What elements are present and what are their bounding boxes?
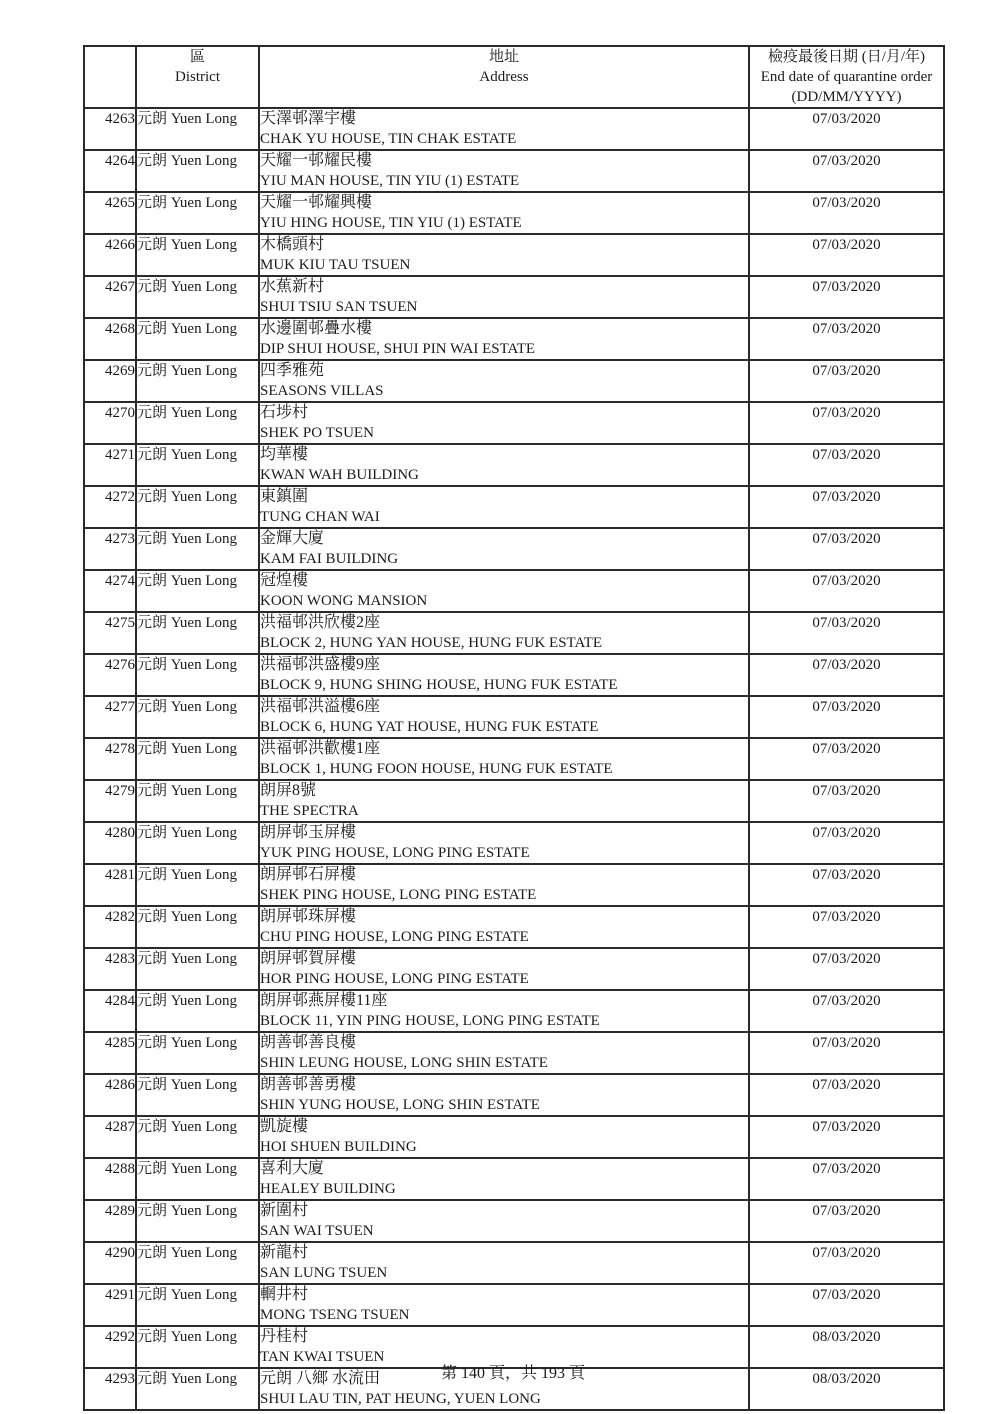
row-address [259, 1158, 749, 1200]
page-footer: 第 140 頁，共 193 頁 [440, 1365, 585, 1382]
row-district: 元朗 Yuen Long [136, 570, 259, 612]
row-date: 07/03/2020 [749, 570, 944, 612]
row-number: 4280 [84, 822, 136, 864]
table-row [84, 150, 944, 192]
row-number: 4271 [84, 444, 136, 486]
row-address [259, 780, 749, 822]
row-number: 4265 [84, 192, 136, 234]
row-date: 07/03/2020 [749, 402, 944, 444]
row-address [259, 654, 749, 696]
row-number: 4277 [84, 696, 136, 738]
row-number: 4276 [84, 654, 136, 696]
address-chinese: 水蕉新村 [260, 278, 325, 295]
header-address-en: Address [479, 69, 529, 85]
address-chinese: 洪福邨洪歡樓1座 [260, 740, 381, 757]
row-number: 4287 [84, 1116, 136, 1158]
row-district: 元朗 Yuen Long [136, 1074, 259, 1116]
table-row [84, 234, 944, 276]
address-english: MONG TSENG TSUEN [260, 1307, 410, 1323]
row-date: 07/03/2020 [749, 696, 944, 738]
row-date: 07/03/2020 [749, 948, 944, 990]
row-address [259, 1284, 749, 1326]
row-district: 元朗 Yuen Long [136, 990, 259, 1032]
row-district: 元朗 Yuen Long [136, 150, 259, 192]
address-chinese: 洪福邨洪盛樓9座 [260, 656, 381, 673]
table-row [84, 402, 944, 444]
row-address [259, 276, 749, 318]
row-address [259, 612, 749, 654]
row-district: 元朗 Yuen Long [136, 1242, 259, 1284]
row-number: 4288 [84, 1158, 136, 1200]
row-date: 07/03/2020 [749, 906, 944, 948]
address-chinese: 四季雅苑 [260, 362, 325, 379]
table-row [84, 360, 944, 402]
row-number: 4293 [84, 1368, 136, 1410]
header-row [84, 46, 944, 108]
row-number: 4275 [84, 612, 136, 654]
row-district: 元朗 Yuen Long [136, 738, 259, 780]
row-district: 元朗 Yuen Long [136, 528, 259, 570]
table-row [84, 906, 944, 948]
row-date: 07/03/2020 [749, 318, 944, 360]
address-chinese: 天耀一邨耀民樓 [260, 152, 373, 169]
address-chinese: 天耀一邨耀興樓 [260, 194, 373, 211]
table-row [84, 864, 944, 906]
address-chinese: 洪福邨洪欣樓2座 [260, 614, 381, 631]
row-district: 元朗 Yuen Long [136, 948, 259, 990]
row-date: 07/03/2020 [749, 234, 944, 276]
header-date-en: End date of quarantine order [760, 69, 933, 85]
header-district-zh: 區 [189, 49, 205, 65]
table-row [84, 696, 944, 738]
row-district: 元朗 Yuen Long [136, 612, 259, 654]
address-chinese: 均華樓 [260, 446, 309, 463]
table-row [84, 1158, 944, 1200]
address-chinese: 新圍村 [260, 1202, 309, 1219]
table-row [84, 276, 944, 318]
row-district: 元朗 Yuen Long [136, 654, 259, 696]
address-chinese: 朗屏邨石屏樓 [260, 866, 357, 883]
table-header [84, 46, 944, 108]
row-district: 元朗 Yuen Long [136, 780, 259, 822]
table-row [84, 738, 944, 780]
row-date: 07/03/2020 [749, 1116, 944, 1158]
row-number: 4273 [84, 528, 136, 570]
row-district: 元朗 Yuen Long [136, 1326, 259, 1368]
address-english: HOI SHUEN BUILDING [260, 1139, 417, 1155]
address-english: HEALEY BUILDING [260, 1181, 396, 1197]
row-number: 4279 [84, 780, 136, 822]
row-address [259, 528, 749, 570]
address-chinese: 輞井村 [260, 1286, 309, 1303]
row-number: 4263 [84, 108, 136, 150]
table-row [84, 1032, 944, 1074]
row-district: 元朗 Yuen Long [136, 444, 259, 486]
row-address [259, 1116, 749, 1158]
row-district: 元朗 Yuen Long [136, 360, 259, 402]
address-english: BLOCK 1, HUNG FOON HOUSE, HUNG FUK ESTATE [260, 761, 613, 777]
row-number: 4290 [84, 1242, 136, 1284]
address-chinese: 朗善邨善勇樓 [260, 1076, 357, 1093]
row-address [259, 822, 749, 864]
address-chinese: 朗屏8號 [260, 782, 317, 799]
row-address [259, 696, 749, 738]
table-row [84, 654, 944, 696]
row-date: 07/03/2020 [749, 444, 944, 486]
header-district [136, 46, 259, 108]
row-address [259, 444, 749, 486]
row-address [259, 1242, 749, 1284]
address-chinese: 石埗村 [260, 404, 309, 421]
row-date: 08/03/2020 [749, 1326, 944, 1368]
address-english: BLOCK 9, HUNG SHING HOUSE, HUNG FUK ESTATE [260, 677, 618, 693]
address-chinese: 朗屏邨賀屏樓 [260, 950, 357, 967]
row-address [259, 1074, 749, 1116]
address-chinese: 洪福邨洪溢樓6座 [260, 698, 381, 715]
address-chinese: 冠煌樓 [260, 572, 309, 589]
address-english: KOON WONG MANSION [260, 593, 428, 609]
address-english: SHEK PO TSUEN [260, 425, 374, 441]
row-district: 元朗 Yuen Long [136, 1032, 259, 1074]
address-english: THE SPECTRA [260, 803, 359, 819]
header-address [259, 46, 749, 108]
row-date: 07/03/2020 [749, 192, 944, 234]
row-address [259, 192, 749, 234]
row-address [259, 486, 749, 528]
row-address [259, 318, 749, 360]
table-row [84, 612, 944, 654]
row-date: 07/03/2020 [749, 1158, 944, 1200]
row-date: 08/03/2020 [749, 1368, 944, 1410]
address-english: SAN LUNG TSUEN [260, 1265, 388, 1281]
row-district: 元朗 Yuen Long [136, 192, 259, 234]
row-number: 4269 [84, 360, 136, 402]
address-chinese: 凱旋樓 [260, 1118, 309, 1135]
row-address [259, 570, 749, 612]
address-english: TAN KWAI TSUEN [260, 1349, 385, 1365]
row-address [259, 864, 749, 906]
header-number [84, 46, 136, 108]
row-number: 4289 [84, 1200, 136, 1242]
row-number: 4268 [84, 318, 136, 360]
row-number: 4284 [84, 990, 136, 1032]
row-number: 4278 [84, 738, 136, 780]
row-district: 元朗 Yuen Long [136, 234, 259, 276]
address-english: MUK KIU TAU TSUEN [260, 257, 411, 273]
address-chinese: 丹桂村 [260, 1328, 309, 1345]
row-address [259, 1200, 749, 1242]
row-number: 4291 [84, 1284, 136, 1326]
address-chinese: 新龍村 [260, 1244, 309, 1261]
table-row [84, 192, 944, 234]
table-row [84, 486, 944, 528]
row-address [259, 234, 749, 276]
row-district: 元朗 Yuen Long [136, 1200, 259, 1242]
address-chinese: 元朗 八鄉 水流田 [260, 1370, 381, 1387]
address-english: SAN WAI TSUEN [260, 1223, 374, 1239]
row-district: 元朗 Yuen Long [136, 696, 259, 738]
row-date: 07/03/2020 [749, 108, 944, 150]
row-number: 4283 [84, 948, 136, 990]
address-chinese: 朗屏邨燕屏樓11座 [260, 992, 388, 1009]
row-number: 4272 [84, 486, 136, 528]
row-district: 元朗 Yuen Long [136, 864, 259, 906]
row-date: 07/03/2020 [749, 1074, 944, 1116]
row-number: 4264 [84, 150, 136, 192]
row-date: 07/03/2020 [749, 780, 944, 822]
row-address [259, 1032, 749, 1074]
address-chinese: 朗善邨善良樓 [260, 1034, 357, 1051]
row-date: 07/03/2020 [749, 738, 944, 780]
address-english: BLOCK 6, HUNG YAT HOUSE, HUNG FUK ESTATE [260, 719, 599, 735]
table-row [84, 1074, 944, 1116]
row-date: 07/03/2020 [749, 486, 944, 528]
row-district: 元朗 Yuen Long [136, 1284, 259, 1326]
row-number: 4281 [84, 864, 136, 906]
address-english: CHU PING HOUSE, LONG PING ESTATE [260, 929, 529, 945]
address-english: TUNG CHAN WAI [260, 509, 380, 525]
row-date: 07/03/2020 [749, 528, 944, 570]
address-english: CHAK YU HOUSE, TIN CHAK ESTATE [260, 131, 517, 147]
row-date: 07/03/2020 [749, 1032, 944, 1074]
header-district-en: District [175, 69, 220, 85]
address-english: SHEK PING HOUSE, LONG PING ESTATE [260, 887, 537, 903]
row-district: 元朗 Yuen Long [136, 486, 259, 528]
address-chinese: 東鎮圍 [260, 488, 309, 505]
row-date: 07/03/2020 [749, 822, 944, 864]
row-date: 07/03/2020 [749, 654, 944, 696]
table-row [84, 990, 944, 1032]
row-number: 4285 [84, 1032, 136, 1074]
address-english: SHUI TSIU SAN TSUEN [260, 299, 418, 315]
quarantine-table [83, 45, 945, 1411]
row-district: 元朗 Yuen Long [136, 276, 259, 318]
table-row [84, 570, 944, 612]
row-address [259, 402, 749, 444]
header-date [749, 46, 944, 108]
row-date: 07/03/2020 [749, 150, 944, 192]
table-body [84, 108, 944, 1410]
row-address [259, 108, 749, 150]
address-chinese: 水邊圍邨疊水樓 [260, 320, 373, 337]
row-district: 元朗 Yuen Long [136, 108, 259, 150]
row-date: 07/03/2020 [749, 276, 944, 318]
address-english: KAM FAI BUILDING [260, 551, 399, 567]
table-row [84, 1116, 944, 1158]
header-address-zh: 地址 [488, 49, 519, 65]
table-row [84, 1200, 944, 1242]
row-number: 4282 [84, 906, 136, 948]
table-row [84, 108, 944, 150]
row-address [259, 150, 749, 192]
row-date: 07/03/2020 [749, 612, 944, 654]
row-number: 4270 [84, 402, 136, 444]
row-address [259, 738, 749, 780]
row-district: 元朗 Yuen Long [136, 1158, 259, 1200]
row-address [259, 360, 749, 402]
row-number: 4286 [84, 1074, 136, 1116]
address-chinese: 喜利大廈 [260, 1160, 325, 1177]
table-row [84, 444, 944, 486]
address-chinese: 天澤邨澤宇樓 [260, 110, 357, 127]
address-english: YUK PING HOUSE, LONG PING ESTATE [260, 845, 530, 861]
table-row [84, 528, 944, 570]
address-english: SEASONS VILLAS [260, 383, 384, 399]
row-district: 元朗 Yuen Long [136, 822, 259, 864]
address-english: SHUI LAU TIN, PAT HEUNG, YUEN LONG [260, 1391, 541, 1407]
address-chinese: 金輝大廈 [260, 530, 325, 547]
header-date-format: (DD/MM/YYYY) [791, 89, 902, 105]
address-english: BLOCK 11, YIN PING HOUSE, LONG PING ESTATE [260, 1013, 600, 1029]
row-district: 元朗 Yuen Long [136, 402, 259, 444]
table-row [84, 1284, 944, 1326]
address-english: YIU HING HOUSE, TIN YIU (1) ESTATE [260, 215, 522, 231]
table-row [84, 822, 944, 864]
table-row [84, 780, 944, 822]
address-english: SHIN LEUNG HOUSE, LONG SHIN ESTATE [260, 1055, 548, 1071]
header-date-zh: 檢疫最後日期 (日/月/年) [767, 49, 926, 65]
row-number: 4267 [84, 276, 136, 318]
row-address [259, 906, 749, 948]
row-address [259, 948, 749, 990]
row-district: 元朗 Yuen Long [136, 1368, 259, 1410]
row-date: 07/03/2020 [749, 1284, 944, 1326]
row-address [259, 990, 749, 1032]
row-date: 07/03/2020 [749, 360, 944, 402]
row-number: 4274 [84, 570, 136, 612]
table-row [84, 1242, 944, 1284]
row-number: 4266 [84, 234, 136, 276]
row-date: 07/03/2020 [749, 1200, 944, 1242]
row-district: 元朗 Yuen Long [136, 318, 259, 360]
row-district: 元朗 Yuen Long [136, 1116, 259, 1158]
address-chinese: 朗屏邨玉屏樓 [260, 824, 357, 841]
address-english: KWAN WAH BUILDING [260, 467, 419, 483]
address-english: YIU MAN HOUSE, TIN YIU (1) ESTATE [260, 173, 520, 189]
row-date: 07/03/2020 [749, 864, 944, 906]
address-chinese: 木橋頭村 [260, 236, 325, 253]
address-english: SHIN YUNG HOUSE, LONG SHIN ESTATE [260, 1097, 540, 1113]
row-number: 4292 [84, 1326, 136, 1368]
table-row [84, 318, 944, 360]
address-english: HOR PING HOUSE, LONG PING ESTATE [260, 971, 529, 987]
address-english: DIP SHUI HOUSE, SHUI PIN WAI ESTATE [260, 341, 536, 357]
address-english: BLOCK 2, HUNG YAN HOUSE, HUNG FUK ESTATE [260, 635, 602, 651]
row-district: 元朗 Yuen Long [136, 906, 259, 948]
row-date: 07/03/2020 [749, 1242, 944, 1284]
table-row [84, 948, 944, 990]
address-chinese: 朗屏邨珠屏樓 [260, 908, 357, 925]
row-date: 07/03/2020 [749, 990, 944, 1032]
